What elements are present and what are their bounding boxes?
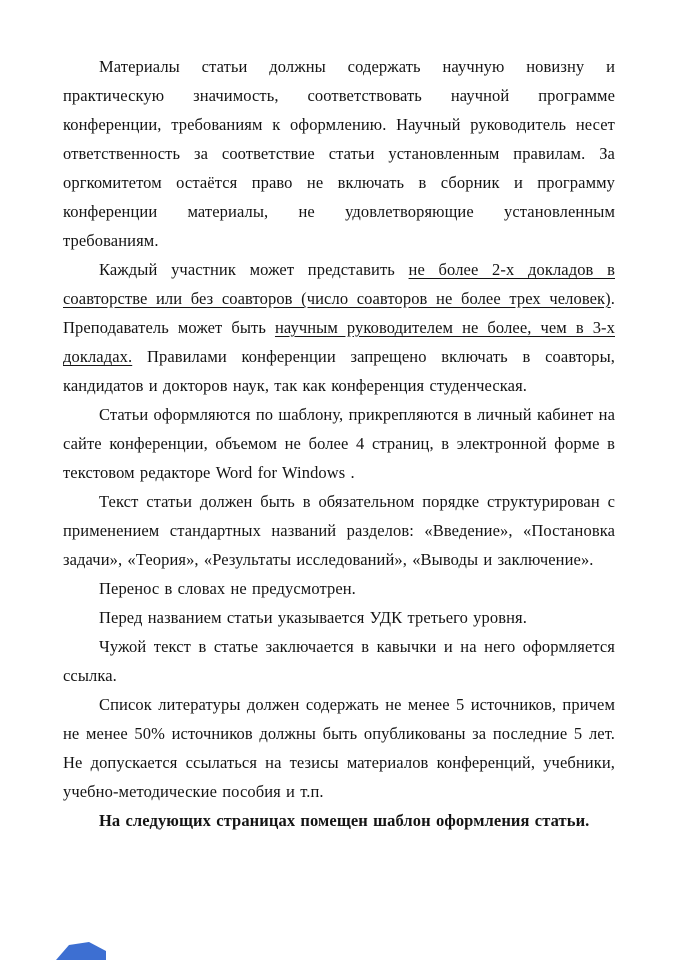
paragraph — [63, 603, 615, 632]
paragraph — [63, 574, 615, 603]
blue-corner-graphic — [56, 942, 106, 960]
text-run: Правилами конференции запрещено включать в соавторы, кандидатов и докторов наук, так как конференция студенческая. — [63, 347, 615, 395]
text-run: Материалы статьи должны содержать научную новизну и практическую значимость, соответствовать научной программе конференции, требованиям к оформлению. Научный руководитель несет ответственность за соответствие статьи установленным правилам. За оргкомитетом остаётся право не включать в сборник и программу конференции материалы, не удовлетворяющие установленным требованиям. — [63, 57, 615, 250]
text-run: . Преподаватель может быть — [63, 289, 615, 337]
blue-corner-graphic-shape — [56, 942, 106, 960]
text-run: Список литературы должен содержать не менее 5 источников, причем не менее 50% источников должны быть опубликованы за последние 5 лет. Не допускается ссылаться на тезисы материалов конференций, учебники, учебно-методические пособия и т.п. — [63, 695, 615, 801]
blue-polygon — [56, 942, 106, 960]
text-run: Каждый участник может представить — [99, 260, 409, 279]
paragraph — [63, 806, 615, 835]
paragraph — [63, 255, 615, 400]
paragraph — [63, 400, 615, 487]
document-body — [63, 52, 615, 835]
text-run: Статьи оформляются по шаблону, прикрепляются в личный кабинет на сайте конференции, объемом не более 4 страниц, в электронной форме в текстовом редакторе Word for Windows . — [63, 405, 615, 482]
text-run: не более 2-х докладов в соавторстве или без соавторов (число соавторов не более трех человек) — [63, 260, 615, 308]
text-run: Перед названием статьи указывается УДК третьего уровня. — [99, 608, 527, 627]
paragraph — [63, 52, 615, 255]
paragraph — [63, 487, 615, 574]
paragraph — [63, 690, 615, 806]
text-run: Текст статьи должен быть в обязательном порядке структурирован с применением стандартных названий разделов: «Введение», «Постановка задачи», «Теория», «Результаты исследований», «Выводы и заключение». — [63, 492, 615, 569]
text-run: Перенос в словах не предусмотрен. — [99, 579, 356, 598]
text-run: На следующих страницах помещен шаблон оформления статьи. — [99, 811, 590, 830]
text-run: Чужой текст в статье заключается в кавычки и на него оформляется ссылка. — [63, 637, 615, 685]
paragraph — [63, 632, 615, 690]
text-run: научным руководителем не более, чем в 3-х докладах. — [63, 318, 615, 366]
